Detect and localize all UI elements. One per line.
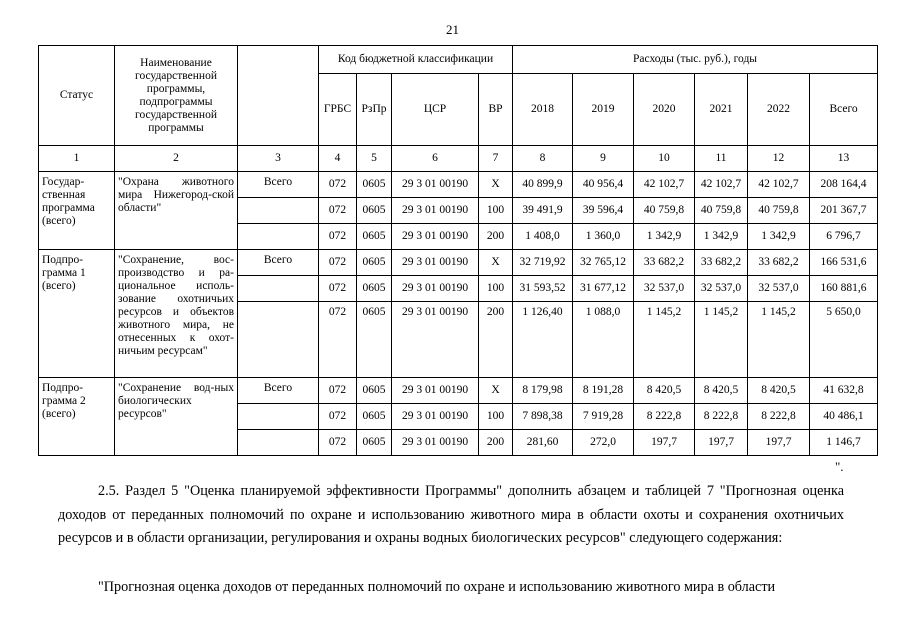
rzpr-cell: 0605 (357, 276, 392, 302)
value-2022-cell: 40 759,8 (748, 198, 810, 224)
value-2020-cell: 8 420,5 (634, 378, 695, 404)
column-number: 1 (39, 146, 115, 172)
column-number: 5 (357, 146, 392, 172)
value-2018-cell: 1 408,0 (513, 224, 573, 250)
csr-cell: 29 3 01 00190 (392, 302, 479, 378)
grbs-cell: 072 (319, 172, 357, 198)
rzpr-cell: 0605 (357, 250, 392, 276)
value-2022-cell: 42 102,7 (748, 172, 810, 198)
header-rzpr: РзПр (357, 74, 392, 146)
csr-cell: 29 3 01 00190 (392, 430, 479, 456)
value-2022-cell: 1 145,2 (748, 302, 810, 378)
value-2021-cell: 33 682,2 (695, 250, 748, 276)
program-name-cell: "Сохранение, вос-производство и ра-циональное исполь-зование охотничьих ресурсов и объектов животного мира, не отнесенных к охот-ничьим ресурсам" (115, 250, 238, 378)
value-2021-cell: 8 222,8 (695, 404, 748, 430)
header-grbs: ГРБС (319, 74, 357, 146)
value-2018-cell: 40 899,9 (513, 172, 573, 198)
value-2020-cell: 197,7 (634, 430, 695, 456)
value-2019-cell: 1 088,0 (573, 302, 634, 378)
value-2020-cell: 32 537,0 (634, 276, 695, 302)
value-2020-cell: 42 102,7 (634, 172, 695, 198)
header-csr: ЦСР (392, 74, 479, 146)
value-2020-cell: 33 682,2 (634, 250, 695, 276)
csr-cell: 29 3 01 00190 (392, 404, 479, 430)
column-number: 6 (392, 146, 479, 172)
value-2021-cell: 40 759,8 (695, 198, 748, 224)
grbs-cell: 072 (319, 430, 357, 456)
paragraph-amendment: 2.5. Раздел 5 "Оценка планируемой эффективности Программы" дополнить абзацем и таблицей 7 "Прогнозная оценка доходов от переданных полномочий по охране и использованию животного мира в области охоты и сохранения охотничьих ресурсов и в области организации, регулирования и охраны водных биологических ресурсов" следующего содержания: (58, 483, 844, 546)
column-number: 7 (479, 146, 513, 172)
value-2019-cell: 8 191,28 (573, 378, 634, 404)
csr-cell: 29 3 01 00190 (392, 378, 479, 404)
rzpr-cell: 0605 (357, 224, 392, 250)
header-bk-group: Код бюджетной классификации (319, 46, 513, 74)
value-2018-cell: 1 126,40 (513, 302, 573, 378)
vr-cell: 100 (479, 198, 513, 224)
column-number: 10 (634, 146, 695, 172)
grbs-cell: 072 (319, 404, 357, 430)
csr-cell: 29 3 01 00190 (392, 198, 479, 224)
column-number: 2 (115, 146, 238, 172)
status-cell: Государ-ственная программа (всего) (39, 172, 115, 250)
value-total-cell: 201 367,7 (810, 198, 878, 224)
value-2021-cell: 197,7 (695, 430, 748, 456)
header-row-1 (39, 46, 878, 74)
vr-cell: 200 (479, 224, 513, 250)
value-2022-cell: 32 537,0 (748, 276, 810, 302)
vr-cell: X (479, 172, 513, 198)
rzpr-cell: 0605 (357, 302, 392, 378)
value-total-cell: 5 650,0 (810, 302, 878, 378)
value-2021-cell: 42 102,7 (695, 172, 748, 198)
value-2021-cell: 1 145,2 (695, 302, 748, 378)
value-2022-cell: 33 682,2 (748, 250, 810, 276)
header-year-2019: 2019 (573, 74, 634, 146)
source-cell: Всего (238, 378, 319, 404)
vr-cell: 100 (479, 276, 513, 302)
budget-table (38, 45, 878, 456)
header-source-empty (238, 46, 319, 146)
status-cell: Подпро-грамма 2 (всего) (39, 378, 115, 456)
value-total-cell: 41 632,8 (810, 378, 878, 404)
header-year-2021: 2021 (695, 74, 748, 146)
table-row (39, 378, 878, 404)
value-total-cell: 1 146,7 (810, 430, 878, 456)
value-2020-cell: 1 342,9 (634, 224, 695, 250)
grbs-cell: 072 (319, 378, 357, 404)
grbs-cell: 072 (319, 224, 357, 250)
csr-cell: 29 3 01 00190 (392, 276, 479, 302)
header-year-2018: 2018 (513, 74, 573, 146)
csr-cell: 29 3 01 00190 (392, 172, 479, 198)
vr-cell: X (479, 378, 513, 404)
value-2018-cell: 32 719,92 (513, 250, 573, 276)
header-program-name: Наименование государственной программы, подпрограммы государственной программы (115, 46, 238, 146)
header-year-2020: 2020 (634, 74, 695, 146)
vr-cell: X (479, 250, 513, 276)
program-name-cell: "Охрана животного мира Нижегород-ской области" (115, 172, 238, 250)
value-2019-cell: 1 360,0 (573, 224, 634, 250)
rzpr-cell: 0605 (357, 172, 392, 198)
source-cell (238, 198, 319, 224)
value-2022-cell: 8 420,5 (748, 378, 810, 404)
value-2021-cell: 8 420,5 (695, 378, 748, 404)
grbs-cell: 072 (319, 302, 357, 378)
program-name-cell: "Сохранение вод-ных биологических ресурсов" (115, 378, 238, 456)
source-cell: Всего (238, 250, 319, 276)
column-number: 13 (810, 146, 878, 172)
source-cell (238, 404, 319, 430)
header-expenses-group: Расходы (тыс. руб.), годы (513, 46, 878, 74)
grbs-cell: 072 (319, 250, 357, 276)
source-cell (238, 276, 319, 302)
header-status: Статус (39, 46, 115, 146)
grbs-cell: 072 (319, 276, 357, 302)
column-number: 12 (748, 146, 810, 172)
column-number: 9 (573, 146, 634, 172)
rzpr-cell: 0605 (357, 198, 392, 224)
status-cell: Подпро-грамма 1 (всего) (39, 250, 115, 378)
column-number: 3 (238, 146, 319, 172)
page-number: 21 (446, 22, 459, 37)
source-cell (238, 430, 319, 456)
value-total-cell: 208 164,4 (810, 172, 878, 198)
value-total-cell: 6 796,7 (810, 224, 878, 250)
header-year-2022: 2022 (748, 74, 810, 146)
header-total: Всего (810, 74, 878, 146)
value-2020-cell: 1 145,2 (634, 302, 695, 378)
column-number: 11 (695, 146, 748, 172)
value-2020-cell: 8 222,8 (634, 404, 695, 430)
value-2019-cell: 39 596,4 (573, 198, 634, 224)
value-2019-cell: 40 956,4 (573, 172, 634, 198)
value-2018-cell: 39 491,9 (513, 198, 573, 224)
column-number-row (39, 146, 878, 172)
value-2022-cell: 8 222,8 (748, 404, 810, 430)
value-2021-cell: 1 342,9 (695, 224, 748, 250)
table-closing-quote: ". (835, 459, 844, 474)
rzpr-cell: 0605 (357, 430, 392, 456)
table-row (39, 172, 878, 198)
header-vr: ВР (479, 74, 513, 146)
rzpr-cell: 0605 (357, 404, 392, 430)
vr-cell: 200 (479, 302, 513, 378)
paragraph-forecast-title: "Прогнозная оценка доходов от переданных полномочий по охране и использованию животного мира в области (98, 579, 776, 595)
column-number: 8 (513, 146, 573, 172)
value-2018-cell: 7 898,38 (513, 404, 573, 430)
vr-cell: 100 (479, 404, 513, 430)
value-2019-cell: 32 765,12 (573, 250, 634, 276)
grbs-cell: 072 (319, 198, 357, 224)
value-2022-cell: 197,7 (748, 430, 810, 456)
table-row (39, 250, 878, 276)
source-cell (238, 224, 319, 250)
value-2018-cell: 31 593,52 (513, 276, 573, 302)
vr-cell: 200 (479, 430, 513, 456)
rzpr-cell: 0605 (357, 378, 392, 404)
value-2020-cell: 40 759,8 (634, 198, 695, 224)
value-2019-cell: 7 919,28 (573, 404, 634, 430)
csr-cell: 29 3 01 00190 (392, 224, 479, 250)
value-total-cell: 160 881,6 (810, 276, 878, 302)
source-cell (238, 302, 319, 378)
value-total-cell: 166 531,6 (810, 250, 878, 276)
value-2019-cell: 31 677,12 (573, 276, 634, 302)
column-number: 4 (319, 146, 357, 172)
value-2022-cell: 1 342,9 (748, 224, 810, 250)
source-cell: Всего (238, 172, 319, 198)
csr-cell: 29 3 01 00190 (392, 250, 479, 276)
value-2018-cell: 281,60 (513, 430, 573, 456)
value-2018-cell: 8 179,98 (513, 378, 573, 404)
value-2019-cell: 272,0 (573, 430, 634, 456)
value-total-cell: 40 486,1 (810, 404, 878, 430)
value-2021-cell: 32 537,0 (695, 276, 748, 302)
